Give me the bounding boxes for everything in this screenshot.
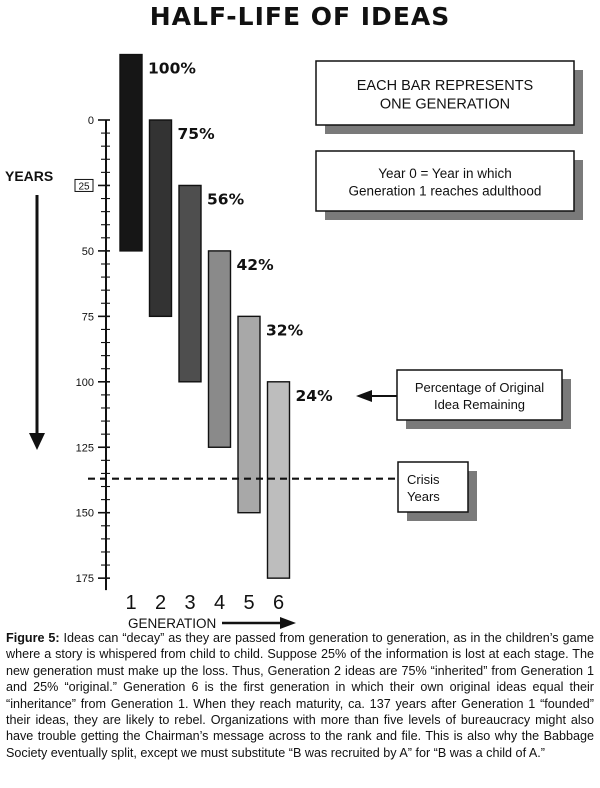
note-percentage-line-1: Percentage of Original: [414, 380, 545, 395]
bar-percent-label: 24%: [295, 386, 333, 405]
percentage-arrow-head: [356, 390, 372, 402]
chart-title: HALF-LIFE OF IDEAS: [149, 2, 451, 31]
figure-caption: [6, 630, 594, 761]
note-crisis-line-2: Years: [407, 489, 440, 504]
x-tick-label: 2: [154, 592, 167, 614]
caption-label: Figure 5:: [6, 631, 60, 645]
y-tick-label: 75: [81, 311, 94, 324]
x-tick-label: 5: [243, 592, 255, 614]
bar-percent-label: 75%: [177, 125, 215, 143]
note-percentage-line-2: Idea Remaining: [433, 397, 526, 412]
bar-percent-label: 56%: [207, 190, 245, 209]
caption-text: Ideas can “decay” as they are passed from generation to generation, as in the children’s game where a story is whispered from child to child. Suppose 25% of the information is lost at each stage. The new generation must make up the loss. Thus, Generation 2 ideas are 75% “inherited” from Generation 1 and 25% “original.” Generation 6 is the first generation in which their own original ideas equal their “inheritance” from Generation 1. When they reach maturity, ca. 137 years after Generation 1 “founded” their ideas, they are likely to rebel. Organizations with more than five levels of bureaucracy might also have trouble getting the Chairman’s message across to the rank and file. This is also why the Babbage Society eventually split, except we must substitute “B was recruited by A” for “B was a child of A.”: [6, 631, 594, 760]
x-tick-label: 3: [184, 592, 196, 614]
years-arrow-head: [29, 433, 45, 450]
x-tick-label: 1: [125, 592, 137, 614]
x-tick-label: 4: [213, 592, 226, 614]
y-tick-label: 100: [75, 376, 94, 389]
note-percentage: [397, 370, 562, 420]
x-axis-title: GENERATION: [128, 616, 217, 630]
generation-arrow-head: [280, 617, 296, 629]
y-tick-label: 175: [75, 573, 94, 586]
bar-generation-4: [209, 251, 231, 447]
bar-percent-label: 100%: [148, 59, 196, 78]
note-year-zero-line-1: Year 0 = Year in which: [378, 166, 512, 181]
bar-generation-2: [150, 120, 172, 316]
y-axis-title: YEARS: [5, 168, 54, 184]
note-each-bar-line-1: EACH BAR REPRESENTS: [356, 78, 534, 94]
y-axis: [5, 115, 110, 590]
note-each-bar-line-2: ONE GENERATION: [379, 96, 511, 113]
bar-generation-6: [268, 382, 290, 578]
note-crisis: [398, 462, 468, 512]
bar-generation-5: [238, 316, 260, 512]
note-year-zero-line-2: Generation 1 reaches adulthood: [348, 183, 542, 199]
bar-generation-1: [120, 55, 142, 251]
note-year-zero: [316, 151, 574, 211]
y-tick-label: 0: [87, 115, 94, 127]
x-tick-label: 6: [272, 592, 285, 614]
bar-generation-3: [179, 185, 201, 381]
bars: [120, 55, 333, 630]
note-crisis-line-1: Crisis: [407, 472, 440, 487]
bar-percent-label: 32%: [266, 321, 304, 340]
y-tick-label: 125: [75, 442, 94, 455]
bar-percent-label: 42%: [236, 255, 274, 274]
y-tick-label: 25: [78, 181, 90, 193]
y-tick-label: 150: [75, 507, 94, 520]
y-tick-label: 50: [81, 245, 94, 258]
